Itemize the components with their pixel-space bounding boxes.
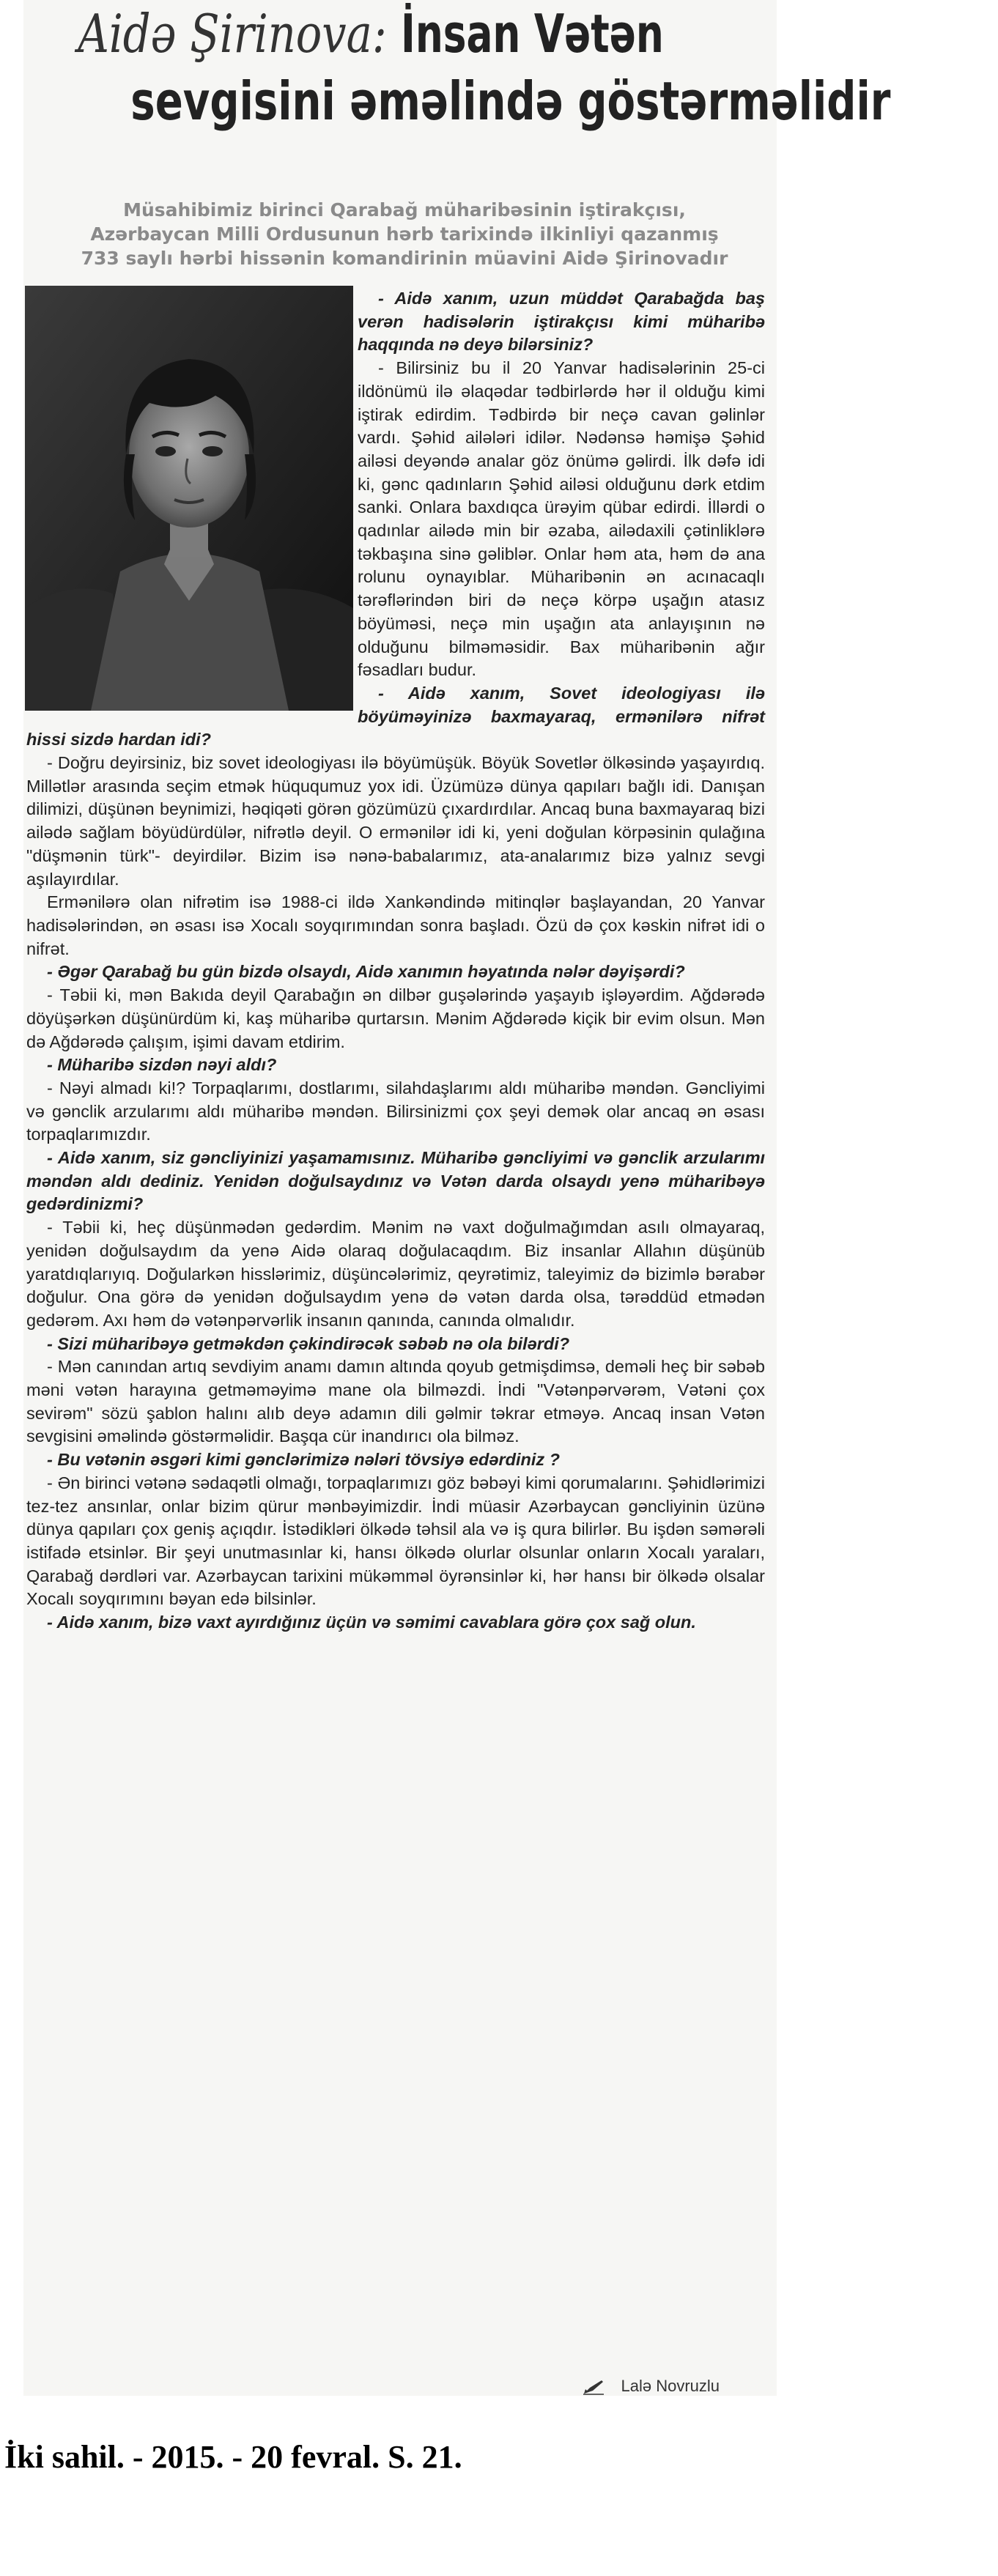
interview-question: - Aidə xanım, uzun müddət Qarabağda baş verən hadisələrin iştirakçısı kimi müharibə haqqında nə deyə bilərsiniz? [358,289,765,355]
interview-question: - Aidə xanım, siz gəncliyinizi yaşamamısınız. Müharibə gəncliyimi və gənclik arzularımı məndən aldı dediniz. Yenidən doğulsaydınız və Vətən darda olsaydı yenə müharibəyə gedərdinizmi? [26,1148,765,1214]
headline-part-2: sevgisini əməlində göstərməlidir [130,70,891,132]
interview-answer: - Nəyi almadı ki!? Torpaqlarımı, dostlarımı, silahdaşlarımı aldı müharibə məndən. Gəncliyimi və gənclik arzularımı aldı müharibə məndən. Bilirsinizmi çox şeyi demək olar ancaq ən əsası torpaqlarımızdır. [26,1078,765,1144]
interview-answer: - Doğru deyirsiniz, biz sovet ideologiyası ilə böyümüşük. Böyük Sovetlər ölkəsində yaşayırdıq. Millətlər arasında seçim etmək hüququmuz yox idi. Üzümüzə dünya qapıları bağlı idi. Danışan dilimizi, düşünən beynimizi, həqiqəti görən gözümüzü çıxardırdılar. Ancaq buna baxmayaraq bizi ailədə sağlam böyüdürdülər, nifrətlə deyil. O ermənilər idi ki, yeni doğulan körpəsinin qulağına "düşmənin türk"- deyirdilər. Bizim isə nənə-babalarımız, ata-analarımız bizə yalnız sevgi aşılayırdılar. [26,753,765,889]
source-citation: İki sahil. - 2015. - 20 fevral. S. 21. [4,2439,462,2475]
interview-answer: - Təbii ki, mən Bakıda deyil Qarabağın ən dilbər guşələrində yaşayıb işləyərdim. Ağdərədə döyüşərkən düşünürdüm ki, kaş müharibə qurtarsın. Mənim Ağdərədə kiçik bir evim olsun. Mən də Ağdərədə çalışım, işimi davam etdirim. [26,985,765,1051]
interview-question: - Müharibə sizdən nəyi aldı? [47,1055,277,1075]
interview-question: - Əgər Qarabağ bu gün bizdə olsaydı, Aidə xanımın həyatında nələr dəyişərdi? [47,962,685,982]
lead-line: 733 saylı hərbi hissənin komandirinin müavini Aidə Şirinovadır [81,248,728,269]
author-signature [583,2377,720,2396]
author-name: Lalə Novruzlu [621,2377,720,2395]
article-body [26,287,765,1635]
newspaper-clipping [23,0,891,2396]
pen-icon [583,2379,605,2395]
interview-question: - Bu vətənin əsgəri kimi gənclərimizə nələri tövsiyə edərdiniz ? [47,1450,561,1470]
article-headline [23,3,891,132]
article-lead [53,198,756,270]
interview-answer: - Ən birinci vətənə sədaqətli olmağı, torpaqlarımızı göz bəbəyi kimi qorumalarını. Şəhidlərimizi tez-tez ansınlar, onlar bizim qürur mənbəyimizdir. İndi müasir Azərbaycan gəncliyinin üzünə dünya qapıları çox geniş açıqdır. İstədikləri ölkədə təhsil ala və iş qura bilirlər. Bu işdən səmərəli istifadə etsinlər. Bir şeyi unutmasınlar ki, hansı ölkədə olurlar olsunlar onların Xocalı yaraları, Qarabağ dərdləri var. Azərbaycan tarixini mükəmməl öyrənsinlər ki, hər hansı bir ölkədə olsalar Xocalı soyqırımını bəyan edə bilsinlər. [26,1473,765,1609]
interview-question: - Aidə xanım, Sovet ideologiyası ilə böyüməyinizə baxmayaraq, ermənilərə nifrət hissi sizdə hardan idi? [26,683,765,750]
interview-question: - Sizi müharibəyə getməkdən çəkindirəcək səbəb nə ola bilərdi? [47,1333,570,1353]
lead-line: Müsahibimiz birinci Qarabağ müharibəsinin iştirakçısı, [123,199,686,221]
closing-thanks: - Aidə xanım, bizə vaxt ayırdığınız üçün və səmimi cavablara görə çox sağ olun. [47,1613,696,1632]
lead-line: Azərbaycan Milli Ordusunun hərb tarixində ilkinliyi qazanmış [90,223,719,245]
interview-answer: - Təbii ki, heç düşünmədən gedərdim. Mənim nə vaxt doğulmağımdan asılı olmayaraq, yenidən doğulsaydım da yenə Aidə olaraq doğulacaqdım. Biz insanlar Allahın düşünüb yaratdıqlarıyıq. Doğularkən hisslərimiz, düşüncələrimiz, qeyrətimiz, taleyimiz də bizimlə bərabər doğulur. Ona görə də yenidən doğulsaydım yenə də vətən darda olsa, tərəddüd etmədən gedərəm. Axı həm də vətənpərvərlik insanın qanında, canında olmalıdır. [26,1218,765,1330]
headline-part-1: İnsan Vətən [401,3,664,64]
interview-answer: - Mən canından artıq sevdiyim anamı damın altında qoyub getmişdimsə, deməli heç bir səbəb məni vətən harayına getməməyimə mane ola bilməzdi. İndi "Vətənpərvərəm, Vətəni çox sevirəm" sözü şablon halını alıb deyə adamın dili gəlmir təkrar etməyə. Ancaq insan Vətən sevgisini əməlində göstərməlidir. Başqa cür inandırıcı ola bilməz. [26,1357,765,1446]
interview-answer: Ermənilərə olan nifrətim isə 1988-ci ildə Xankəndində mitinqlər başlayandan, 20 Yanvar hadisələrindən, ən əsası isə Xocalı soyqırımından sonra başladı. Özü də çox kəskin nifrət idi o nifrət. [26,892,765,958]
interview-answer: - Bilirsiniz bu il 20 Yanvar hadisələrinin 25-ci ildönümü ilə əlaqədar tədbirlərdə hər il olduğu kimi iştirak edirdim. Tədbirdə bir neçə cavan gəlinlər vardı. Şəhid ailələri idilər. Nədənsə həmişə Şəhid ailəsi deyəndə analar göz önümə gəlirdi. İlk dəfə idi ki, gənc qadınların Şəhid ailəsi olduğunu dərk etdim sanki. Onlara baxdıqca ürəyim qübar edirdi. İllərdi o qadınlar ailədə min bir əzaba, ailədaxili çətinliklərə təkbaşına sinə gəliblər. Onlar həm ata, həm də ana rolunu oynayıblar. Müharibənin ən acınacaqlı tərəflərindən biri də neçə körpə uşağın atasız böyüməsi, neçə min uşağın ata anlayışının nə olduğunu bilməməsidir. Bax müharibənin ağır fəsadları budur. [358,358,765,680]
headline-author: Aidə Şirinova: [78,3,387,64]
